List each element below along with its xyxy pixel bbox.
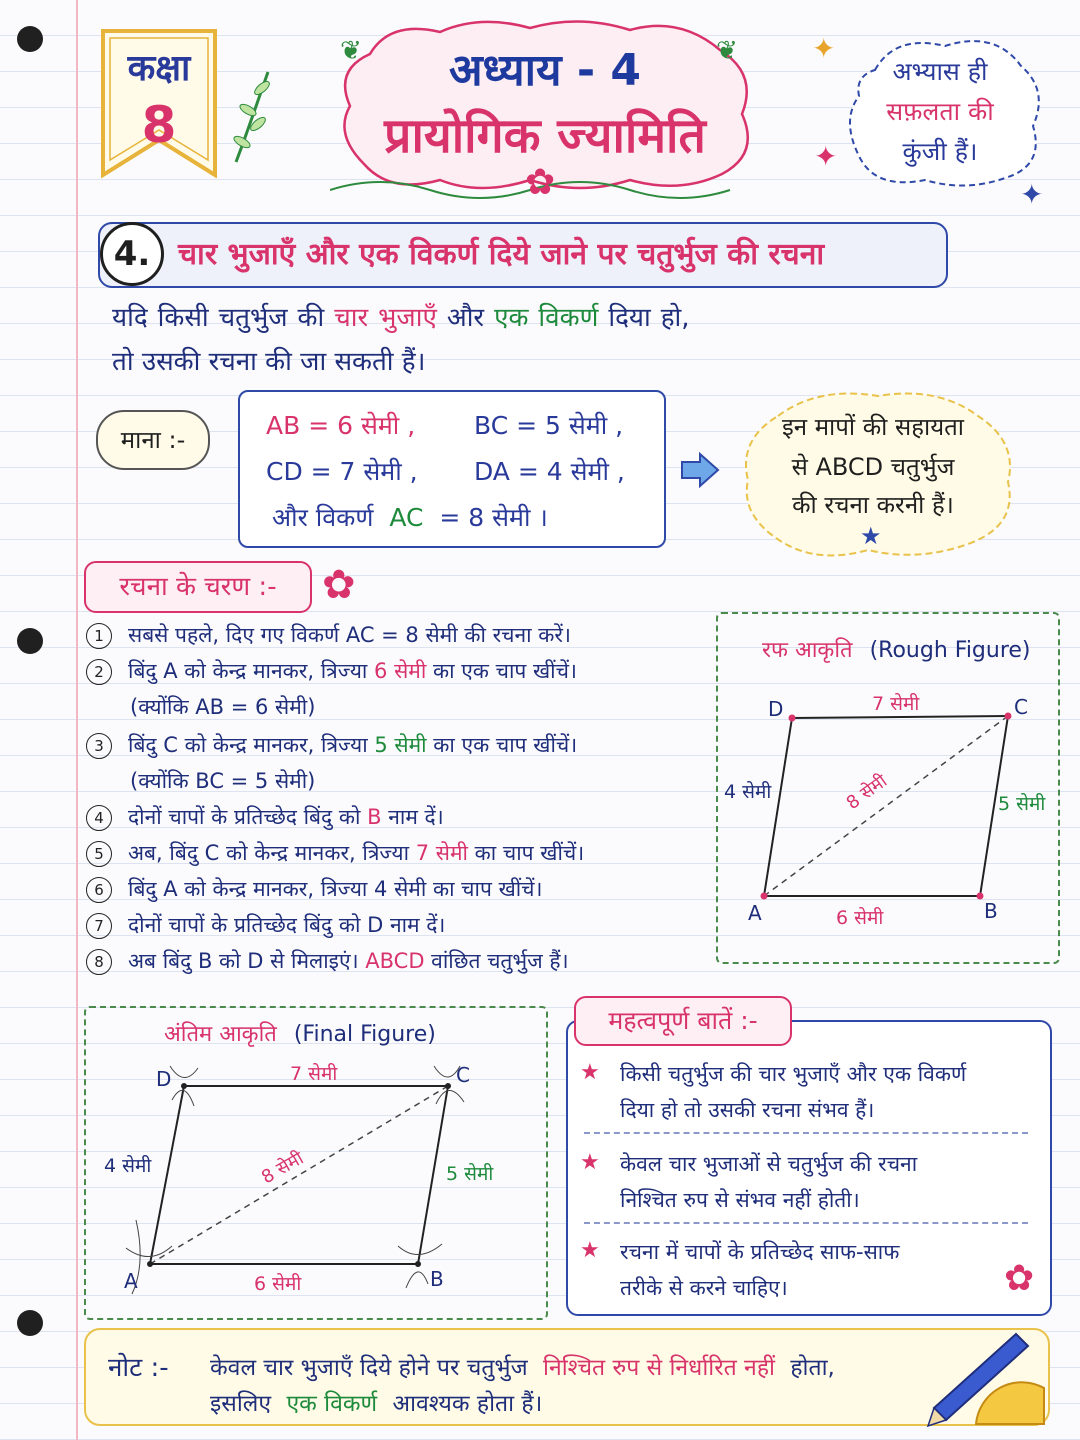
- right-arrow-icon: [680, 452, 720, 488]
- rough-label-left: 4 सेमी: [724, 781, 772, 803]
- class-badge: [100, 28, 218, 178]
- note-line-2-b: एक विकर्ण: [286, 1391, 378, 1417]
- class-word: कक्षा: [127, 48, 191, 89]
- step-text: ABCD: [365, 949, 425, 973]
- rough-vertex-a: A: [748, 901, 762, 925]
- final-label-diagonal: 8 सेमी: [258, 1147, 308, 1189]
- star-icon: ★: [580, 1238, 600, 1263]
- intro-line-1: [112, 298, 700, 334]
- step-text: B: [367, 805, 382, 829]
- step-text: 7 सेमी: [415, 841, 468, 865]
- step-text: (क्योंकि BC = 5 सेमी): [130, 769, 316, 793]
- star-icon: ★: [860, 522, 882, 550]
- step-note: [86, 764, 315, 798]
- star-icon: ★: [580, 1060, 600, 1085]
- help-line-1: इन मापों की सहायता: [781, 413, 965, 441]
- star-icon: ★: [580, 1150, 600, 1175]
- step-number-icon: 1: [86, 623, 112, 649]
- given-box: [238, 390, 666, 548]
- step-text: सबसे पहले, दिए गए विकर्ण: [128, 623, 346, 647]
- note-line-2-c: आवश्यक होता हैं।: [392, 1391, 543, 1417]
- rough-figure-box: [716, 612, 1060, 964]
- rough-label-top: 7 सेमी: [872, 693, 920, 715]
- step-text: की रचना करें।: [457, 623, 571, 647]
- pencil-protractor-icon: [926, 1328, 1046, 1428]
- quote-line-3: कुंजी हैं।: [902, 137, 978, 166]
- help-line-2: से ABCD चतुर्भुज: [791, 453, 955, 481]
- chapter-title: प्रायोगिक ज्यामिति: [384, 108, 706, 164]
- step-text: दोनों चापों के प्रतिच्छेद बिंदु को D नाम दें।: [128, 913, 446, 937]
- step-text: बिंदु A को केन्द्र मानकर, त्रिज्या: [128, 659, 375, 683]
- quote-line-1: अभ्यास ही: [892, 57, 988, 86]
- intro-line-2: तो उसकी रचना की जा सकती हैं।: [112, 347, 426, 377]
- step-2: [86, 654, 577, 688]
- class-number: 8: [141, 96, 177, 154]
- final-figure-box: [84, 1006, 548, 1320]
- step-text: वांछित चतुर्भुज हैं।: [424, 949, 569, 973]
- step-text: का एक चाप खींचें।: [426, 733, 578, 757]
- step-1: [86, 618, 571, 652]
- leaf-icon: ❦: [340, 36, 362, 66]
- important-point-1-line-2: दिया हो तो उसकी रचना संभव हैं।: [620, 1098, 875, 1122]
- step-text: दोनों चापों के प्रतिच्छेद बिंदु को: [128, 805, 368, 829]
- section-heading: चार भुजाएँ और एक विकर्ण दिये जाने पर चतुर्भुज की रचना: [178, 237, 825, 272]
- step-8: [86, 944, 569, 978]
- step-5: [86, 836, 584, 870]
- sparkle-icon: ✦: [1020, 178, 1044, 211]
- rough-label-right: 5 सेमी: [998, 793, 1046, 815]
- note-line-1-c: होता,: [790, 1355, 835, 1381]
- quote-line-2: सफ़लता की: [886, 97, 994, 126]
- important-point-2-line-2: निश्चित रुप से संभव नहीं होती।: [620, 1188, 860, 1212]
- sparkle-icon: ✦: [812, 32, 836, 65]
- binder-hole: [17, 1310, 43, 1336]
- step-text: का एक चाप खींचें।: [426, 659, 577, 683]
- step-text: अब बिंदु B को D से मिलाइएं।: [128, 949, 366, 973]
- note-line-2: [210, 1386, 542, 1418]
- sparkle-icon: ✦: [814, 140, 838, 173]
- given-diagonal-prefix: और विकर्ण: [272, 503, 374, 532]
- rough-figure-diagram: [718, 614, 1058, 962]
- given-label: माना :-: [96, 410, 210, 470]
- intro-word: विकर्ण: [538, 303, 599, 333]
- step-text: AC = 8 सेमी: [345, 623, 458, 647]
- divider: [584, 1222, 1028, 1224]
- given-cd: CD = 7 सेमी ,: [266, 457, 418, 486]
- divider: [584, 1132, 1028, 1134]
- section-number: 4.: [100, 222, 164, 286]
- help-line-3: की रचना करनी हैं।: [792, 491, 954, 519]
- intro-word: और: [446, 303, 485, 333]
- margin-line: [76, 0, 78, 1440]
- rough-vertex-d: D: [768, 697, 784, 721]
- rough-vertex-c: C: [1014, 695, 1028, 719]
- step-number-icon: 8: [86, 949, 112, 975]
- step-number-icon: 5: [86, 841, 112, 867]
- step-text: अब, बिंदु C को केन्द्र मानकर, त्रिज्या: [128, 841, 416, 865]
- important-point-3-line-1: रचना में चापों के प्रतिच्छेद साफ-साफ: [620, 1240, 900, 1264]
- given-diagonal-value: = 8 सेमी ।: [439, 503, 548, 532]
- final-label-right: 5 सेमी: [446, 1163, 494, 1185]
- help-cloud: [738, 386, 1018, 566]
- note-line-1-b: निश्चित रुप से निर्धारित नहीं: [542, 1355, 775, 1381]
- step-number-icon: 6: [86, 877, 112, 903]
- step-text: नाम दें।: [381, 805, 444, 829]
- final-vertex-d: D: [156, 1067, 172, 1091]
- important-label: महत्वपूर्ण बातें :-: [574, 996, 792, 1046]
- important-point-2-line-1: केवल चार भुजाओं से चतुर्भुज की रचना: [620, 1152, 918, 1176]
- final-vertex-a: A: [124, 1269, 138, 1293]
- flower-icon: ✿: [525, 162, 556, 203]
- leaf-icon: ❦: [716, 36, 738, 66]
- rough-label-bottom: 6 सेमी: [836, 907, 884, 929]
- important-point-1-line-1: किसी चतुर्भुज की चार भुजाएँ और एक विकर्ण: [620, 1062, 967, 1086]
- given-bc: BC = 5 सेमी ,: [474, 411, 624, 440]
- step-text: बिंदु A को केन्द्र मानकर, त्रिज्या 4 सेमी का चाप खींचें।: [128, 877, 543, 901]
- final-vertex-c: C: [456, 1063, 470, 1087]
- rough-title-en: (Rough Figure): [869, 638, 1031, 663]
- intro-word: भुजाएँ: [378, 303, 437, 333]
- given-ab: AB = 6 सेमी ,: [266, 411, 416, 440]
- intro-word: की: [297, 303, 325, 333]
- important-point-3-line-2: तरीके से करने चाहिए।: [620, 1276, 788, 1300]
- note-line-2-a: इसलिए: [210, 1391, 272, 1417]
- binder-hole: [17, 628, 43, 654]
- intro-word: किसी: [157, 303, 209, 333]
- given-diagonal-ac: AC: [389, 503, 424, 532]
- quote-cloud: [845, 30, 1045, 190]
- step-number-icon: 2: [86, 659, 112, 685]
- chapter-number: अध्याय - 4: [448, 45, 642, 96]
- step-4: [86, 800, 444, 834]
- final-title-en: (Final Figure): [293, 1022, 436, 1047]
- flower-icon: ✿: [1004, 1258, 1035, 1299]
- final-title-hi: अंतिम आकृति: [164, 1022, 277, 1047]
- step-7: [86, 908, 445, 942]
- step-6: [86, 872, 542, 906]
- step-text: (क्योंकि AB = 6 सेमी): [130, 695, 316, 719]
- step-note: [86, 690, 315, 724]
- steps-label: रचना के चरण :-: [84, 561, 312, 613]
- intro-word: यदि: [112, 303, 148, 333]
- final-label-bottom: 6 सेमी: [254, 1273, 302, 1295]
- leaf-sprig-icon: [226, 66, 276, 166]
- intro-word: एक: [494, 303, 529, 333]
- step-number-icon: 4: [86, 805, 112, 831]
- rough-vertex-b: B: [984, 899, 998, 923]
- note-box: [84, 1328, 1050, 1426]
- note-line-1-a: केवल चार भुजाएँ दिये होने पर चतुर्भुज: [210, 1355, 528, 1381]
- flower-icon: ✿: [322, 562, 356, 608]
- final-vertex-b: B: [430, 1267, 444, 1291]
- final-label-top: 7 सेमी: [290, 1063, 338, 1085]
- step-3: [86, 728, 577, 762]
- step-text: बिंदु C को केन्द्र मानकर, त्रिज्या: [128, 733, 375, 757]
- note-line-1: [210, 1350, 835, 1382]
- step-text: 5 सेमी: [374, 733, 427, 757]
- binder-hole: [17, 26, 43, 52]
- rough-label-diagonal: 8 सेमी: [842, 770, 892, 815]
- step-number-icon: 3: [86, 733, 112, 759]
- intro-word: हो,: [660, 303, 690, 333]
- step-text: 6 सेमी: [374, 659, 427, 683]
- intro-word: चार: [334, 303, 369, 333]
- final-label-left: 4 सेमी: [104, 1155, 152, 1177]
- final-figure-diagram: [86, 1008, 546, 1318]
- rough-title-hi: रफ आकृति: [762, 638, 853, 663]
- intro-word: चतुर्भुज: [218, 303, 288, 333]
- step-number-icon: 7: [86, 913, 112, 939]
- given-diagonal: [272, 500, 548, 534]
- note-label: नोट :-: [108, 1353, 169, 1383]
- given-da: DA = 4 सेमी ,: [474, 457, 625, 486]
- step-text: का चाप खींचें।: [467, 841, 585, 865]
- intro-word: दिया: [608, 303, 651, 333]
